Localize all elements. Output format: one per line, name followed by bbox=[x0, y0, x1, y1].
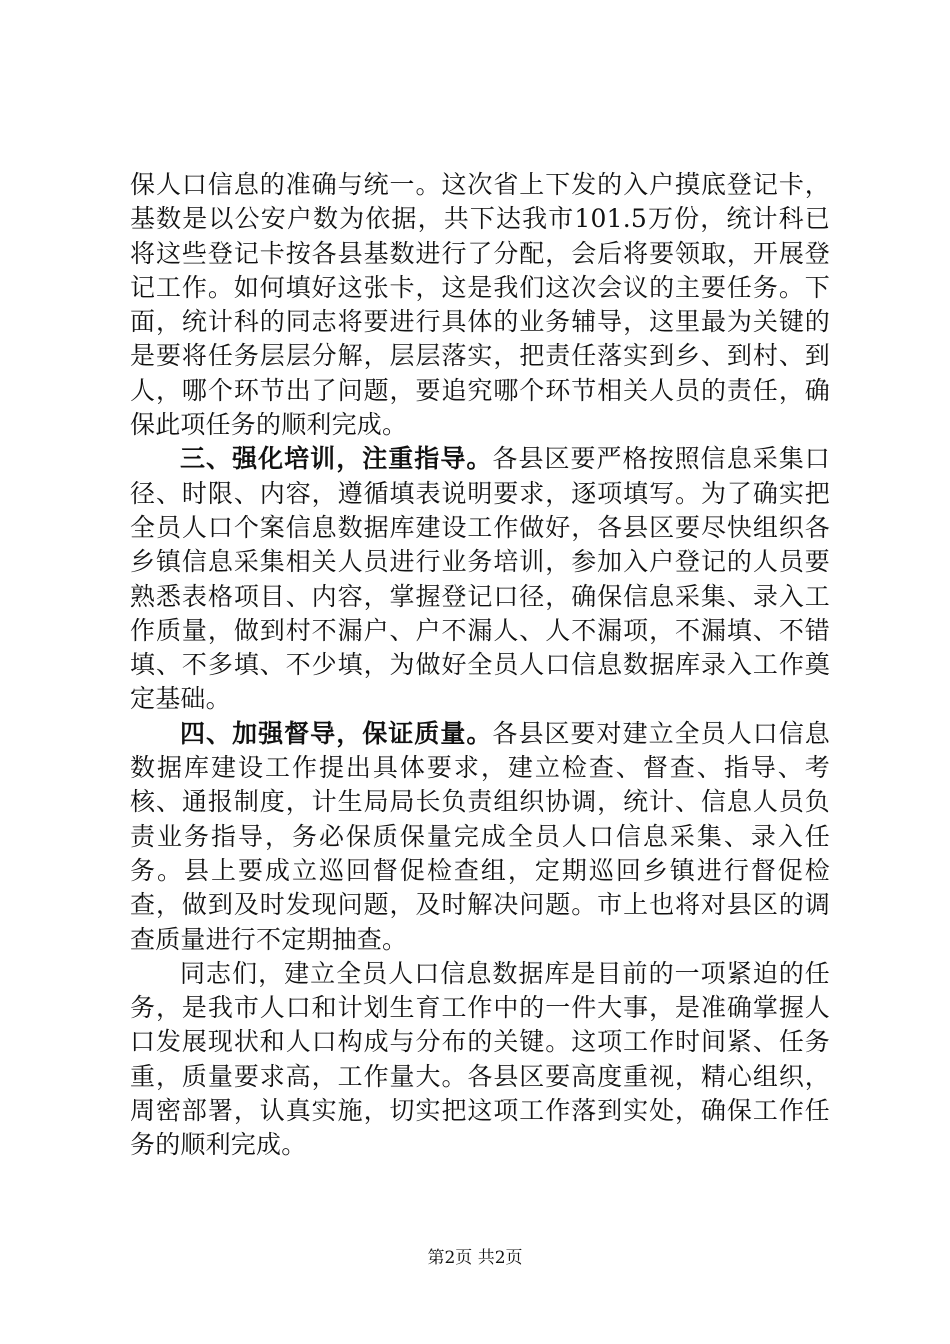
paragraph-closing bbox=[130, 957, 830, 1163]
paragraph-section-four bbox=[130, 717, 830, 957]
paragraph-text: 各县区要严格按照信息采集口径、时限、内容，遵循填表说明要求，逐项填写。为了确实把全员人口个案信息数据库建设工作做好，各县区要尽快组织各乡镇信息采集相关人员进行业务培训，参加入户登记的人员要熟悉表格项目、内容，掌握登记口径，确保信息采集、录入工作质量，做到村不漏户、户不漏人、人不漏项，不漏填、不错填、不多填、不少填，为做好全员人口信息数据库录入工作奠定基础。 bbox=[130, 444, 830, 714]
paragraph-text: 各县区要对建立全员人口信息数据库建设工作提出具体要求，建立检查、督查、指导、考核、通报制度，计生局局长负责组织协调，统计、信息人员负责业务指导，务必保质保量完成全员人口信息采集、录入任务。县上要成立巡回督促检查组，定期巡回乡镇进行督促检查，做到及时发现问题，及时解决问题。市上也将对县区的调查质量进行不定期抽查。 bbox=[130, 718, 830, 954]
paragraph-continuation bbox=[130, 168, 830, 442]
page-number: 第2页 共2页 bbox=[427, 1248, 523, 1268]
paragraph-text: 同志们，建立全员人口信息数据库是目前的一项紧迫的任务，是我市人口和计划生育工作中的一件大事，是准确掌握人口发展现状和人口构成与分布的关键。这项工作时间紧、任务重，质量要求高，工作量大。各县区要高度重视，精心组织，周密部署，认真实施，切实把这项工作落到实处，确保工作任务的顺利完成。 bbox=[130, 958, 830, 1160]
section-heading: 四、加强督导，保证质量。 bbox=[180, 718, 493, 748]
section-heading: 三、强化培训，注重指导。 bbox=[180, 444, 493, 474]
paragraph-text: 保人口信息的准确与统一。这次省上下发的入户摸底登记卡，基数是以公安户数为依据，共下达我市101.5万份，统计科已将这些登记卡按各县基数进行了分配，会后将要领取，开展登记工作。如何填好这张卡，这是我们这次会议的主要任务。下面，统计科的同志将要进行具体的业务辅导，这里最为关键的是要将任务层层分解，层层落实，把责任落实到乡、到村、到人，哪个环节出了问题，要追究哪个环节相关人员的责任，确保此项任务的顺利完成。 bbox=[130, 170, 830, 440]
document-body bbox=[130, 168, 830, 1163]
paragraph-section-three bbox=[130, 442, 830, 716]
page-footer bbox=[0, 1243, 950, 1268]
